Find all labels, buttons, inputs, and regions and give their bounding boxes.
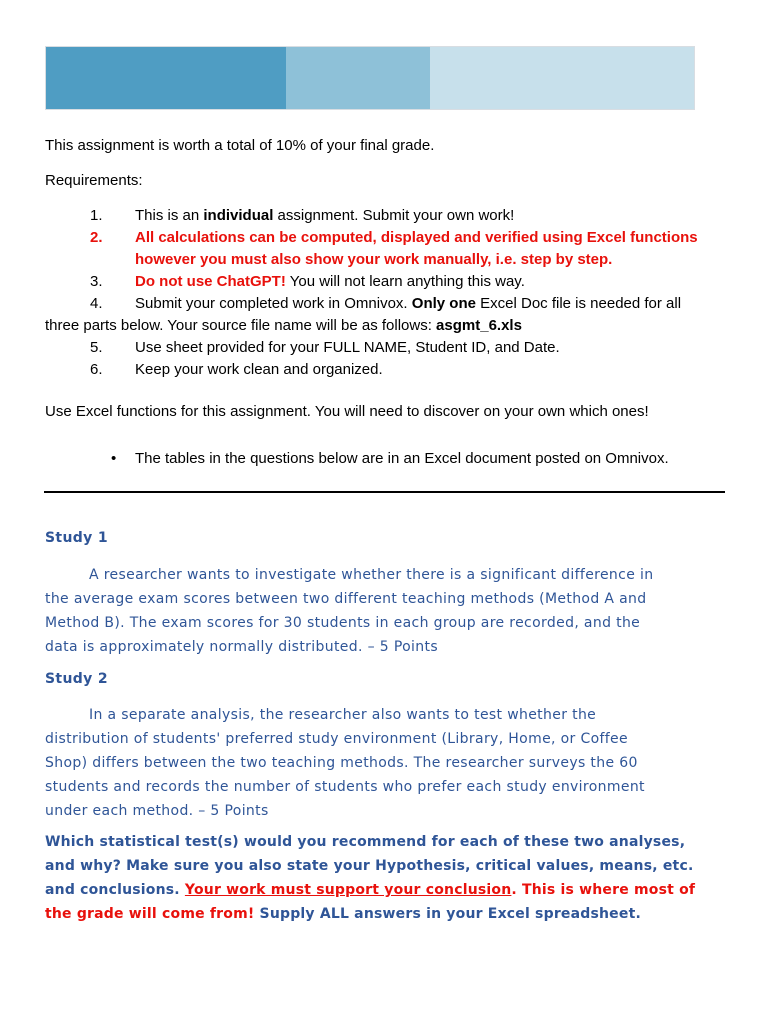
bullet-item: • The tables in the questions below are in an Excel document posted on Omnivox. xyxy=(111,450,669,467)
section-divider xyxy=(44,491,725,493)
requirement-3: 3. Do not use ChatGPT! You will not learn anything this way. xyxy=(90,273,525,290)
requirements-title: Requirements: xyxy=(45,172,143,189)
requirement-1: 1. This is an individual assignment. Submit your own work! xyxy=(90,207,515,224)
study-1-paragraph: A researcher wants to investigate whether there is a significant difference in the average exam scores between two different teaching methods (Method A and Method B). The exam scores for 30 students in each group are recorded, and the data is approximately normally distributed. – 5 Points xyxy=(45,567,654,655)
banner-band-dark xyxy=(46,47,286,109)
banner-band-light xyxy=(430,47,694,109)
banner-band-mid xyxy=(286,47,430,109)
study-2-heading: Study 2 xyxy=(45,671,108,687)
closing-question: Which statistical test(s) would you recommend for each of these two analyses, and why? Make sure you also state your Hypothesis, critical values, means, etc. and conclusions. Your work must support your conclusion. This is where most of the grade will come from! Supply ALL answers in your Excel spreadsheet. xyxy=(45,834,696,922)
bullet-icon: • xyxy=(111,450,117,467)
requirement-4: 4. Submit your completed work in Omnivox. Only one Excel Doc file is needed for all three parts below. Your source file name will be as follows: asgmt_6.xls xyxy=(45,295,682,334)
study-2-paragraph: In a separate analysis, the researcher also wants to test whether the distribution of students' preferred study environment (Library, Home, or Coffee Shop) differs between the two teaching methods. The researcher surveys the 60 students and records the number of students who prefer each study environment under each method. – 5 Points xyxy=(45,707,645,819)
requirement-2: 2. All calculations can be computed, displayed and verified using Excel functions however you must also show your work manually, i.e. step by step. xyxy=(90,229,698,268)
intro-text: This assignment is worth a total of 10% of your final grade. xyxy=(45,137,435,154)
requirement-6: 6. Keep your work clean and organized. xyxy=(90,361,383,378)
header-banner xyxy=(45,46,695,110)
requirement-5: 5. Use sheet provided for your FULL NAME, Student ID, and Date. xyxy=(90,339,560,356)
excel-instruction: Use Excel functions for this assignment. You will need to discover on your own which ones! xyxy=(45,403,649,420)
requirements-list xyxy=(45,205,725,381)
study-1-heading: Study 1 xyxy=(45,530,108,546)
